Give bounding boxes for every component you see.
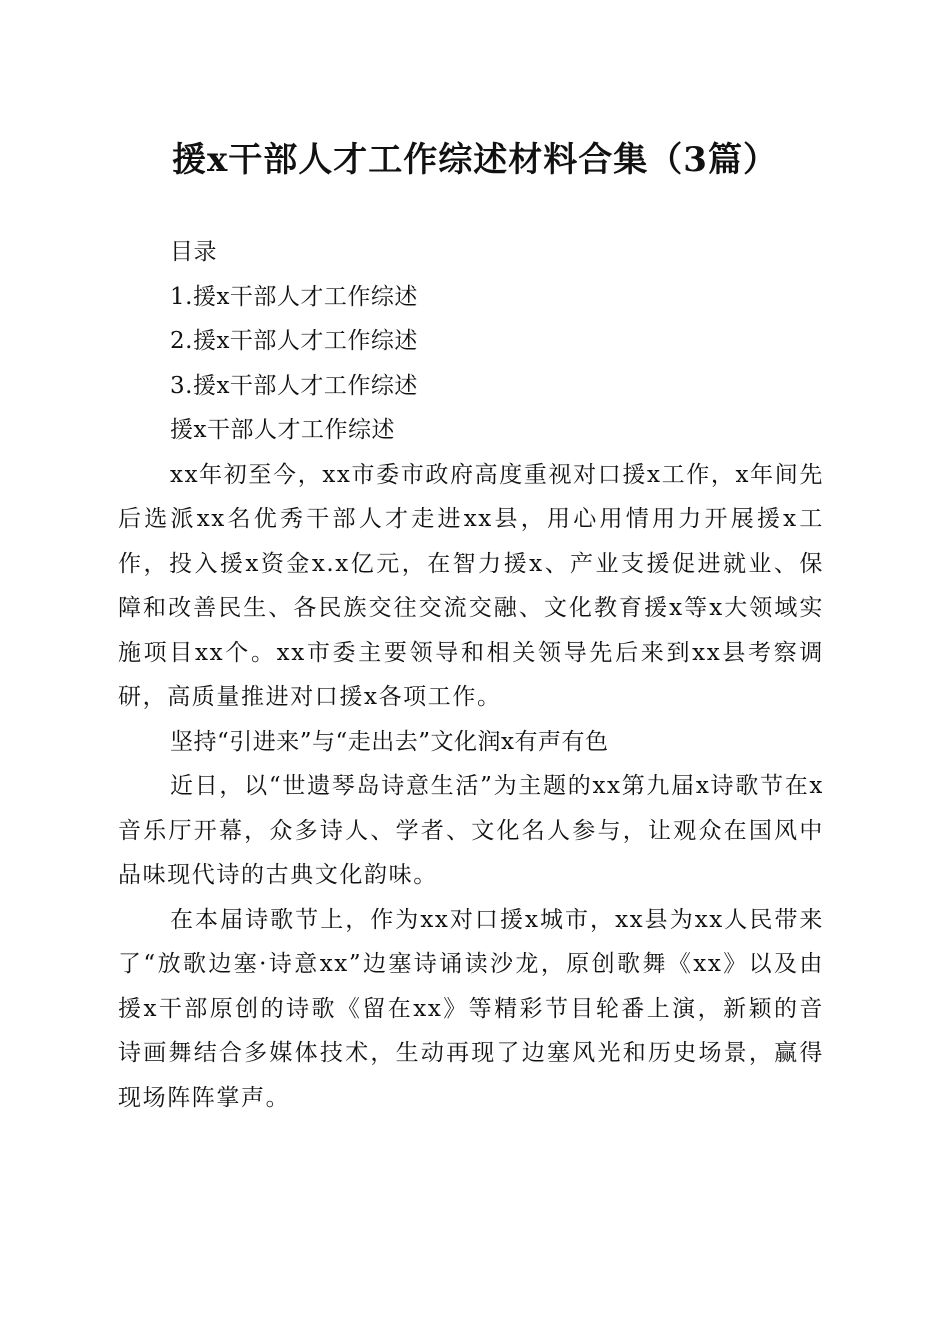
toc-item: 1.援x干部人才工作综述 (170, 283, 418, 310)
paragraph-intro: xx年初至今，xx市委市政府高度重视对口援x工作，x年间先后选派xx名优秀干部人才走进xx县，用心用情用力开展援x工作，投入援x资金x.x亿元，在智力援x、产业支援促进就业、保障和改善民生、各民族交往交流交融、文化教育援x等x大领域实施项目xx个。xx市委主要领导和相关领导先后来到xx县考察调研，高质量推进对口援x各项工作。 (118, 461, 824, 710)
article-title: 援x干部人才工作综述 (170, 417, 395, 443)
section-heading: 坚持“引进来”与“走出去”文化润x有声有色 (170, 728, 609, 755)
document-title: 援x干部人才工作综述材料合集（3篇） (172, 140, 778, 180)
paragraph-poetry-festival: 近日，以“世遗琴岛诗意生活”为主题的xx第九届x诗歌节在x音乐厅开幕，众多诗人、学者、文化名人参与，让观众在国风中品味现代诗的古典文化韵味。 (118, 773, 824, 888)
paragraph-performance: 在本届诗歌节上，作为xx对口援x城市，xx县为xx人民带来了“放歌边塞·诗意xx”边塞诗诵读沙龙，原创歌舞《xx》以及由援x干部原创的诗歌《留在xx》等精彩节目轮番上演，新颖的音诗画舞结合多媒体技术，生动再现了边塞风光和历史场景，赢得现场阵阵掌声。 (118, 906, 824, 1111)
toc-heading: 目录 (170, 239, 217, 265)
toc-item: 3.援x干部人才工作综述 (170, 372, 418, 399)
document-body (118, 230, 824, 1120)
toc-item: 2.援x干部人才工作综述 (170, 328, 418, 354)
